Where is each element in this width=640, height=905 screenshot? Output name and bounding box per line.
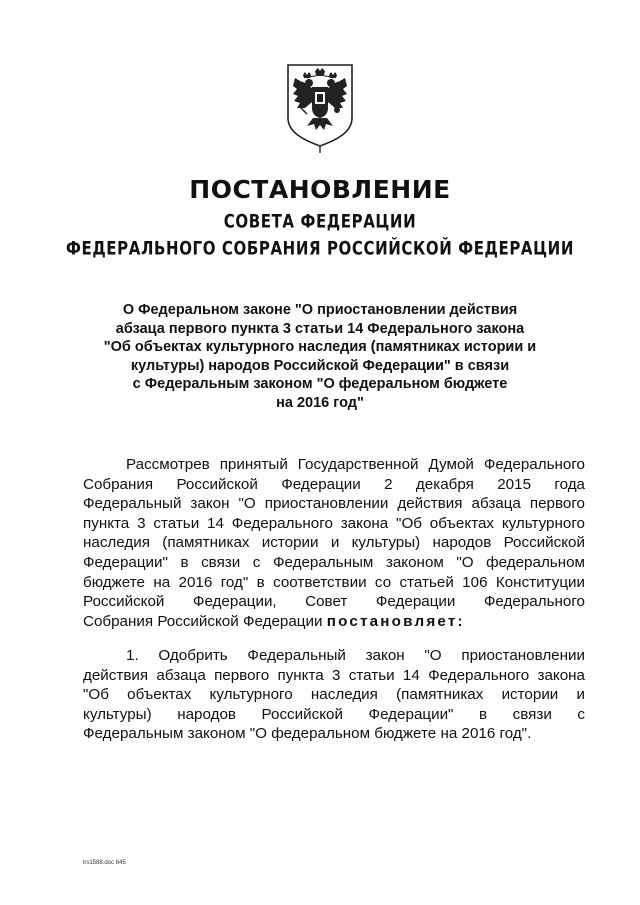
paragraph-line: 1. Одобрить Федеральный закон "О приостановлении	[126, 647, 585, 664]
paragraph-line: наследия (памятниках истории и культуры) народов Российской	[83, 534, 585, 552]
resolves-word: постановляет:	[326, 612, 465, 630]
paragraph-line: действия абзаца первого пункта 3 статьи 14 Федерального закона	[83, 666, 585, 684]
paragraph-line: Собрания Российской Федерации 2 декабря 2015 года	[83, 475, 585, 493]
paragraph-line: "Об объектах культурного наследия (памятниках истории и	[83, 686, 585, 704]
document-title: ПОСТАНОВЛЕНИЕ	[189, 175, 451, 204]
heading-line: абзаца первого пункта 3 статьи 14 Федерального закона	[115, 320, 525, 337]
paragraph-line: Федерации" в связи с Федеральным законом "О федеральном	[83, 553, 585, 571]
document-subtitle-council: СОВЕТА ФЕДЕРАЦИИ	[223, 210, 417, 233]
preamble-paragraph	[83, 455, 585, 631]
paragraph-line: бюджете на 2016 год" в соответствии со статьей 106 Конституции	[83, 573, 585, 591]
clause-1-paragraph	[83, 646, 585, 744]
heading-line: на 2016 год"	[276, 394, 364, 411]
paragraph-line	[83, 612, 585, 632]
paragraph-line: пункта 3 статьи 14 Федерального закона "Об объектах культурного	[83, 514, 585, 532]
paragraph-line: Федеральный закон "О приостановлении действия абзаца первого	[83, 495, 585, 513]
heading-line: с Федеральным законом "О федеральном бюджете	[132, 376, 508, 392]
file-code: lrs1588.doc 645	[83, 860, 126, 866]
paragraph-line: культуры) народов Российской Федерации" в связи с	[83, 705, 585, 723]
paragraph-line: Рассмотрев принятый Государственной Думой Федерального	[126, 456, 585, 473]
heading-line: "Об объектах культурного наследия (памятниках истории и	[103, 339, 537, 355]
paragraph-line-text: Собрания Российской Федерации	[83, 612, 327, 630]
coat-of-arms-icon	[285, 62, 355, 154]
paragraph-line: Федеральным законом "О федеральном бюджете на 2016 год".	[83, 725, 532, 743]
paragraph-line: Российской Федерации, Совет Федерации Федерального	[83, 593, 585, 611]
heading-line: культуры) народов Российской Федерации" в связи	[130, 357, 510, 374]
heading-line: О Федеральном законе "О приостановлении действия	[122, 302, 518, 318]
document-subtitle-assembly: ФЕДЕРАЛЬНОГО СОБРАНИЯ РОССИЙСКОЙ ФЕДЕРАЦИИ	[66, 237, 574, 260]
resolution-heading	[80, 301, 560, 412]
